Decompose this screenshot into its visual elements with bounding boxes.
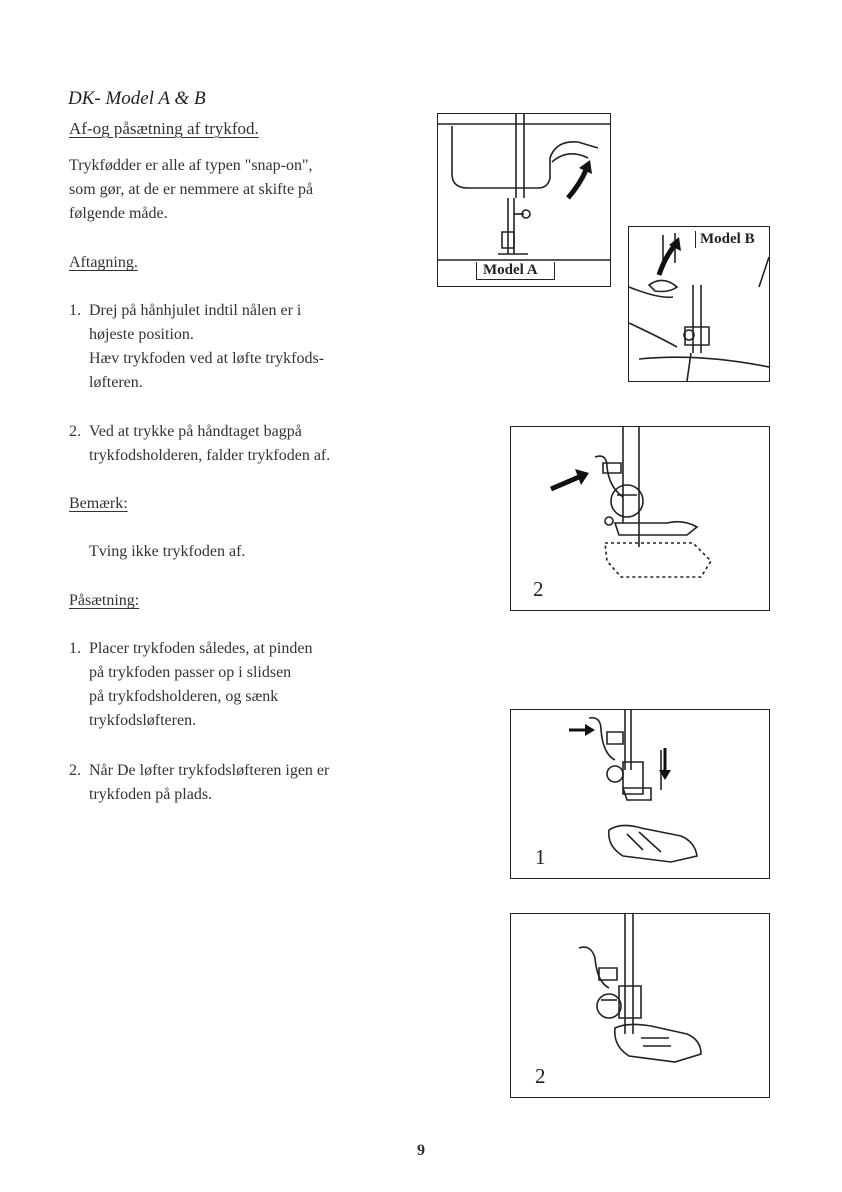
step-line: Når De løfter trykfodsløfteren igen er bbox=[89, 762, 330, 779]
attach-step2-number: 2 bbox=[535, 1064, 546, 1088]
model-b-label: Model B bbox=[695, 231, 755, 248]
step-number: 1. bbox=[69, 640, 81, 657]
figure-removal-step-2 bbox=[510, 426, 770, 611]
removal-heading: Aftagning. bbox=[69, 254, 138, 271]
step-number: 2. bbox=[69, 762, 81, 779]
page-number: 9 bbox=[417, 1142, 425, 1159]
attach-step-1 bbox=[69, 637, 409, 733]
removal-step-2 bbox=[69, 420, 409, 468]
step-line: trykfodsholderen, falder trykfoden af. bbox=[89, 447, 331, 464]
removal-illustration bbox=[511, 427, 769, 610]
step-number: 1. bbox=[69, 302, 81, 319]
model-b-illustration bbox=[629, 227, 769, 381]
model-a-label: Model A bbox=[476, 262, 555, 280]
step-line: på trykfodsholderen, og sænk bbox=[89, 688, 279, 705]
attach-heading: Påsætning: bbox=[69, 592, 140, 609]
attach-step1-illustration bbox=[511, 710, 769, 878]
step-line: trykfodsløfteren. bbox=[89, 712, 197, 729]
step-line: højeste position. bbox=[89, 326, 194, 343]
intro-line: som gør, at de er nemmere at skifte på bbox=[69, 181, 314, 198]
section-title: Af-og påsætning af trykfod. bbox=[69, 119, 259, 138]
step-line: Ved at trykke på håndtaget bagpå bbox=[89, 423, 302, 440]
figure-model-b bbox=[628, 226, 770, 382]
figure-attach-step-1 bbox=[510, 709, 770, 879]
attach-step-2 bbox=[69, 759, 409, 807]
step-line: Drej på hånhjulet indtil nålen er i bbox=[89, 302, 302, 319]
step-number: 2. bbox=[69, 423, 81, 440]
step-line: på trykfoden passer op i slidsen bbox=[89, 664, 292, 681]
figure-attach-step-2 bbox=[510, 913, 770, 1098]
step-line: Placer trykfoden således, at pinden bbox=[89, 640, 313, 657]
figure-model-a bbox=[437, 113, 611, 287]
intro-line: Trykfødder er alle af typen "snap-on", bbox=[69, 157, 313, 174]
removal-step-1 bbox=[69, 299, 409, 395]
attach-step2-illustration bbox=[511, 914, 769, 1097]
intro-paragraph bbox=[69, 154, 409, 226]
note-heading: Bemærk: bbox=[69, 495, 128, 512]
removal-step-number: 2 bbox=[533, 577, 544, 601]
model-heading: DK- Model A & B bbox=[68, 88, 206, 109]
step-line: trykfoden på plads. bbox=[89, 786, 213, 803]
step-line: Hæv trykfoden ved at løfte trykfods- bbox=[89, 350, 325, 367]
intro-line: følgende måde. bbox=[69, 205, 168, 222]
attach-step1-number: 1 bbox=[535, 845, 546, 869]
step-line: løfteren. bbox=[89, 374, 143, 391]
note-text: Tving ikke trykfoden af. bbox=[89, 543, 246, 560]
model-a-illustration bbox=[438, 114, 610, 286]
